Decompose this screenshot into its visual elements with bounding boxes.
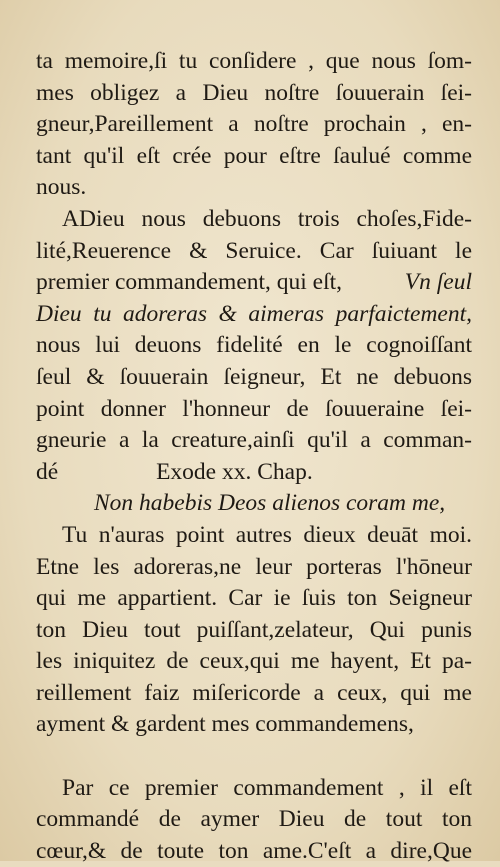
text-line: ayment & gardent mes commandemens,: [36, 711, 414, 738]
text-segment: premier commandement, qui eſt,: [36, 269, 343, 296]
italic-quote: Vn ſeul: [404, 269, 472, 296]
text-line: ta memoire,ſi tu conſidere , que nous ſom-: [36, 48, 472, 74]
text-line: Etne les adoreras,ne leur porteras l'hōneur: [36, 553, 472, 580]
text-line: gneurie a la creature,ainſi qu'il a comman-: [36, 427, 472, 454]
text-line: qui me appartient. Car ie ſuis ton Seigneur: [36, 585, 472, 612]
latin-quote: Non habebis Deos alienos coram me,: [94, 490, 446, 517]
text-line: lité,Reuerence & Seruice. Car ſuiuant le: [36, 237, 472, 264]
paragraph-start: ADieu nous debuons trois choſes,Fide-: [62, 205, 472, 232]
text-line: [36, 267, 472, 299]
text-line: point donner l'honneur de ſouueraine ſei-: [36, 395, 472, 422]
page-text: [36, 46, 472, 867]
text-line: gneur,Pareillement a noſtre prochain , en-: [36, 111, 472, 138]
text-line: ſeul & ſouuerain ſeigneur, Et ne debuons: [36, 363, 472, 390]
text-line: nous lui deuons fidelité en le cognoiſſant: [36, 332, 472, 359]
text-line: nous.: [36, 174, 87, 201]
text-line: les iniquitez de ceux,qui me hayent, Et pa-: [36, 648, 472, 675]
scripture-reference: Exode xx. Chap.: [156, 458, 313, 485]
text-segment: dé: [36, 458, 59, 485]
text-line: reillement faiz miſericorde a ceux, qui me: [36, 679, 472, 706]
paragraph-start: Par ce premier commandement , il eſt: [62, 774, 472, 801]
text-line: ton Dieu tout puiſſant,zelateur, Qui punis: [36, 616, 472, 643]
text-line: Tu n'auras point autres dieux deuāt moi.: [62, 521, 472, 548]
italic-quote: Dieu tu adoreras & aimeras parfaictement,: [36, 300, 472, 327]
text-line: cœur,& de toute ton ame.C'eſt a dire,Que: [36, 837, 472, 864]
text-line: commandé de aymer Dieu de tout ton: [36, 806, 472, 833]
text-line: mes obligez a Dieu noſtre ſouuerain ſei-: [36, 79, 472, 106]
paragraph-gap: [36, 741, 472, 773]
text-line: [36, 457, 472, 489]
text-line: tant qu'il eſt crée pour eſtre ſaulué comme: [36, 142, 472, 169]
